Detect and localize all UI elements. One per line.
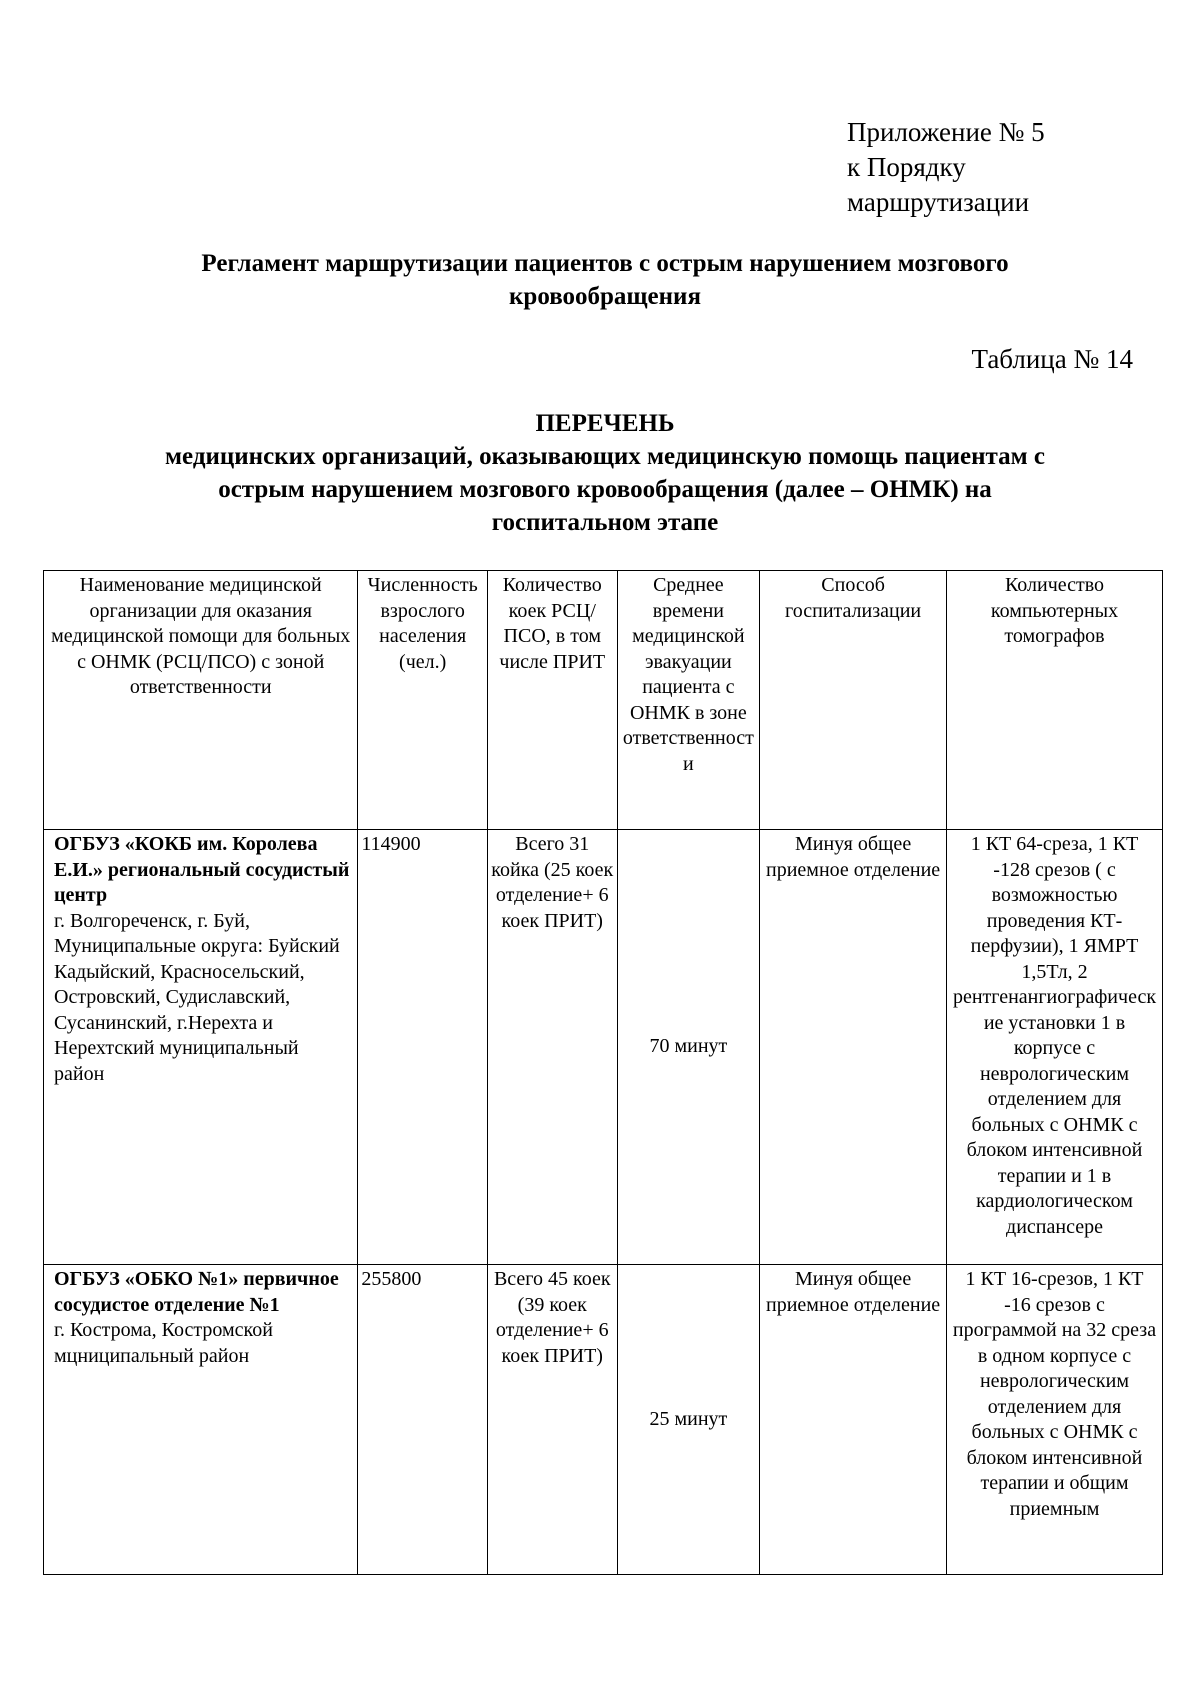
- header-cell-ct: Количество компьютерных томографов: [947, 571, 1163, 830]
- regulation-title-line: Регламент маршрутизации пациентов с острым нарушением мозгового: [201, 250, 1009, 277]
- regulation-title-line: кровообращения: [509, 283, 701, 310]
- organization-name: ОГБУЗ «КОКБ им. Королева Е.И.» региональный сосудистый центр: [54, 833, 350, 906]
- ct-cell: 1 КТ 64-среза, 1 КТ -128 срезов ( с возможностью проведения КТ-перфузии), 1 ЯМРТ 1,5Тл, 2 рентгенангиографические установки 1 в корпусе с неврологическим отделением для больных с ОНМК с блоком интенсивной терапии и 1 в кардиологическом диспансере: [947, 830, 1163, 1265]
- table-header-row: [44, 571, 1163, 830]
- organization-name: ОГБУЗ «ОБКО №1» первичное сосудистое отделение №1: [54, 1268, 339, 1316]
- organizations-table: [43, 570, 1163, 1575]
- organization-cell: [44, 1265, 358, 1575]
- list-heading: ПЕРЕЧЕНЬ: [535, 410, 675, 437]
- header-cell-population: Численность взрослого населения (чел.): [358, 571, 488, 830]
- table-row: [44, 830, 1163, 1265]
- appendix-line: маршрутизации: [847, 187, 1030, 217]
- population-cell: 114900: [358, 830, 488, 1265]
- population-cell: 255800: [358, 1265, 488, 1575]
- list-title-line: медицинских организаций, оказывающих медицинскую помощь пациентам с: [165, 443, 1045, 470]
- list-title: [60, 407, 1150, 539]
- organization-cell: [44, 830, 358, 1265]
- list-title-line: острым нарушением мозгового кровообращения (далее – ОНМК) на: [218, 476, 992, 503]
- hospitalization-cell: Минуя общее приемное отделение: [760, 830, 947, 1265]
- table-number: Таблица № 14: [971, 344, 1133, 374]
- header-cell-hospitalization: Способ госпитализации: [760, 571, 947, 830]
- appendix-line: Приложение № 5: [847, 117, 1045, 147]
- appendix-note: [847, 115, 1147, 220]
- hospitalization-cell: Минуя общее приемное отделение: [760, 1265, 947, 1575]
- header-cell-organization: Наименование медицинской организации для оказания медицинской помощи для больных с ОНМК (РСЦ/ПСО) с зоной ответственности: [44, 571, 358, 830]
- evacuation-time-cell: 25 минут: [617, 1265, 760, 1575]
- regulation-title: [80, 247, 1130, 313]
- ct-cell: 1 КТ 16-срезов, 1 КТ -16 срезов с программой на 32 среза в одном корпусе с неврологическим отделением для больных с ОНМК с блоком интенсивной терапии и общим приемным: [947, 1265, 1163, 1575]
- header-cell-beds: Количество коек РСЦ/ПСО, в том числе ПРИТ: [487, 571, 617, 830]
- table-row: [44, 1265, 1163, 1575]
- list-title-line: госпитальном этапе: [491, 509, 719, 536]
- organization-region: г. Волгореченск, г. Буй, Муниципальные округа: Буйский Кадыйский, Красносельский, Островский, Судиславский, Сусанинский, г.Нерехта и Нерехтский муниципальный район: [54, 909, 340, 1085]
- organization-region: г. Кострома, Костромской мцниципальный район: [54, 1319, 273, 1367]
- header-cell-evacuation-time: Среднее времени медицинской эвакуации пациента с ОНМК в зоне ответственности: [617, 571, 760, 830]
- beds-cell: Всего 31 койка (25 коек отделение+ 6 коек ПРИТ): [487, 830, 617, 1265]
- appendix-line: к Порядку: [847, 152, 966, 182]
- evacuation-time-cell: 70 минут: [617, 830, 760, 1265]
- beds-cell: Всего 45 коек (39 коек отделение+ 6 коек ПРИТ): [487, 1265, 617, 1575]
